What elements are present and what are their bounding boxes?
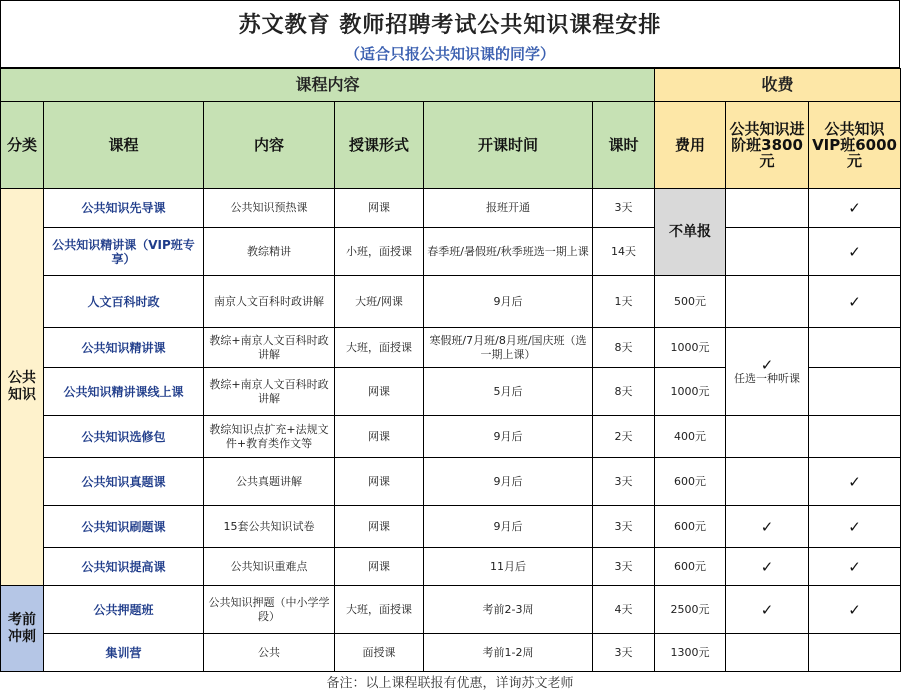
course-hours: 8天 <box>593 328 655 368</box>
course-name: 公共知识精讲课（VIP班专享） <box>44 228 204 276</box>
course-fee: 400元 <box>655 416 726 458</box>
advanced-cell <box>726 276 809 328</box>
course-format: 网课 <box>335 458 424 506</box>
vip-cell <box>809 548 901 586</box>
course-schedule: 考前1-2周 <box>424 634 593 672</box>
check-icon: ✓ <box>848 517 861 536</box>
page-subtitle: （适合只报公共知识课的同学） <box>344 45 555 63</box>
course-fee: 2500元 <box>655 586 726 634</box>
course-hours: 1天 <box>593 276 655 328</box>
vip-cell <box>809 328 901 368</box>
course-name: 公共知识精讲课线上课 <box>44 368 204 416</box>
course-format: 小班，面授课 <box>335 228 424 276</box>
table-row <box>1 189 901 228</box>
course-content: 公共知识押题（中小学学段） <box>204 586 335 634</box>
advanced-cell <box>726 586 809 634</box>
category-exam-sprint: 考前冲刺 <box>1 586 44 672</box>
course-schedule: 9月后 <box>424 506 593 548</box>
title-area <box>0 0 900 68</box>
check-icon: ✓ <box>760 355 774 374</box>
check-icon: ✓ <box>848 557 861 576</box>
course-table <box>0 68 901 672</box>
vip-cell <box>809 634 901 672</box>
table-row <box>1 276 901 328</box>
course-hours: 4天 <box>593 586 655 634</box>
table-row <box>1 458 901 506</box>
course-hours: 14天 <box>593 228 655 276</box>
table-row <box>1 548 901 586</box>
check-icon: ✓ <box>760 517 774 536</box>
check-icon: ✓ <box>848 292 861 311</box>
course-schedule: 9月后 <box>424 458 593 506</box>
vip-cell <box>809 586 901 634</box>
check-icon: ✓ <box>760 600 774 619</box>
course-schedule: 11月后 <box>424 548 593 586</box>
check-icon: ✓ <box>848 242 861 261</box>
course-format: 网课 <box>335 548 424 586</box>
course-content: 教综+南京人文百科时政讲解 <box>204 368 335 416</box>
header-course: 课程 <box>44 102 204 189</box>
course-schedule: 春季班/暑假班/秋季班选一期上课 <box>424 228 593 276</box>
table-row <box>1 228 901 276</box>
header-fee: 费用 <box>655 102 726 189</box>
course-fee: 1000元 <box>655 328 726 368</box>
course-fee: 500元 <box>655 276 726 328</box>
course-fee: 1300元 <box>655 634 726 672</box>
course-name: 公共知识选修包 <box>44 416 204 458</box>
course-schedule: 考前2-3周 <box>424 586 593 634</box>
course-fee: 1000元 <box>655 368 726 416</box>
vip-cell <box>809 416 901 458</box>
header-category: 分类 <box>1 102 44 189</box>
course-schedule: 寒假班/7月班/8月班/国庆班（选一期上课） <box>424 328 593 368</box>
check-icon: ✓ <box>848 199 861 217</box>
section-fee: 收费 <box>655 69 901 102</box>
vip-cell <box>809 458 901 506</box>
course-name: 集训营 <box>44 634 204 672</box>
course-format: 面授课 <box>335 634 424 672</box>
check-icon: ✓ <box>760 557 774 576</box>
advanced-cell <box>726 416 809 458</box>
vip-cell <box>809 276 901 328</box>
course-name: 人文百科时政 <box>44 276 204 328</box>
check-icon: ✓ <box>848 472 861 491</box>
course-content: 公共知识重难点 <box>204 548 335 586</box>
footer-note: 备注：以上课程联报有优惠，详询苏文老师 <box>326 676 574 691</box>
vip-cell <box>809 228 901 276</box>
vip-cell <box>809 506 901 548</box>
advanced-choose-one <box>726 328 809 416</box>
course-content: 公共知识预热课 <box>204 189 335 228</box>
table-row <box>1 506 901 548</box>
course-format: 网课 <box>335 506 424 548</box>
header-format: 授课形式 <box>335 102 424 189</box>
advanced-cell <box>726 548 809 586</box>
course-content: 15套公共知识试卷 <box>204 506 335 548</box>
course-format: 网课 <box>335 189 424 228</box>
course-name: 公共知识刷题课 <box>44 506 204 548</box>
course-name: 公共知识精讲课 <box>44 328 204 368</box>
course-name: 公共知识先导课 <box>44 189 204 228</box>
table-row <box>1 586 901 634</box>
course-fee: 600元 <box>655 506 726 548</box>
course-content: 教综知识点扩充+法规文件+教育类作文等 <box>204 416 335 458</box>
advanced-cell <box>726 458 809 506</box>
course-hours: 3天 <box>593 634 655 672</box>
course-fee: 600元 <box>655 548 726 586</box>
course-name: 公共知识提高课 <box>44 548 204 586</box>
course-hours: 3天 <box>593 458 655 506</box>
category-public-knowledge: 公共知识 <box>1 189 44 586</box>
course-hours: 2天 <box>593 416 655 458</box>
course-hours: 3天 <box>593 189 655 228</box>
course-content: 公共真题讲解 <box>204 458 335 506</box>
course-content: 公共 <box>204 634 335 672</box>
course-fee: 600元 <box>655 458 726 506</box>
advanced-cell <box>726 506 809 548</box>
course-content: 教综精讲 <box>204 228 335 276</box>
header-schedule: 开课时间 <box>424 102 593 189</box>
vip-cell <box>809 189 901 228</box>
course-name: 公共押题班 <box>44 586 204 634</box>
course-format: 大班，面授课 <box>335 586 424 634</box>
course-hours: 3天 <box>593 506 655 548</box>
advanced-cell <box>726 228 809 276</box>
vip-cell <box>809 368 901 416</box>
check-icon: ✓ <box>848 600 861 619</box>
course-schedule: 9月后 <box>424 276 593 328</box>
course-format: 大班/网课 <box>335 276 424 328</box>
table-row <box>1 328 901 368</box>
header-content: 内容 <box>204 102 335 189</box>
course-schedule: 报班开通 <box>424 189 593 228</box>
advanced-note: 任选一种听课 <box>734 371 801 385</box>
course-format: 网课 <box>335 368 424 416</box>
header-vip-class: 公共知识VIP班6000元 <box>809 102 901 189</box>
course-hours: 3天 <box>593 548 655 586</box>
course-hours: 8天 <box>593 368 655 416</box>
table-row <box>1 634 901 672</box>
page-title: 苏文教育 教师招聘考试公共知识课程安排 <box>238 13 662 38</box>
advanced-cell <box>726 634 809 672</box>
course-schedule: 5月后 <box>424 368 593 416</box>
fee-not-single: 不单报 <box>655 189 726 276</box>
advanced-cell <box>726 189 809 228</box>
header-advanced-class: 公共知识进阶班3800元 <box>726 102 809 189</box>
course-format: 网课 <box>335 416 424 458</box>
course-content: 教综+南京人文百科时政讲解 <box>204 328 335 368</box>
course-schedule: 9月后 <box>424 416 593 458</box>
header-hours: 课时 <box>593 102 655 189</box>
course-content: 南京人文百科时政讲解 <box>204 276 335 328</box>
table-row <box>1 416 901 458</box>
course-name: 公共知识真题课 <box>44 458 204 506</box>
section-course-content: 课程内容 <box>1 69 655 102</box>
course-format: 大班，面授课 <box>335 328 424 368</box>
